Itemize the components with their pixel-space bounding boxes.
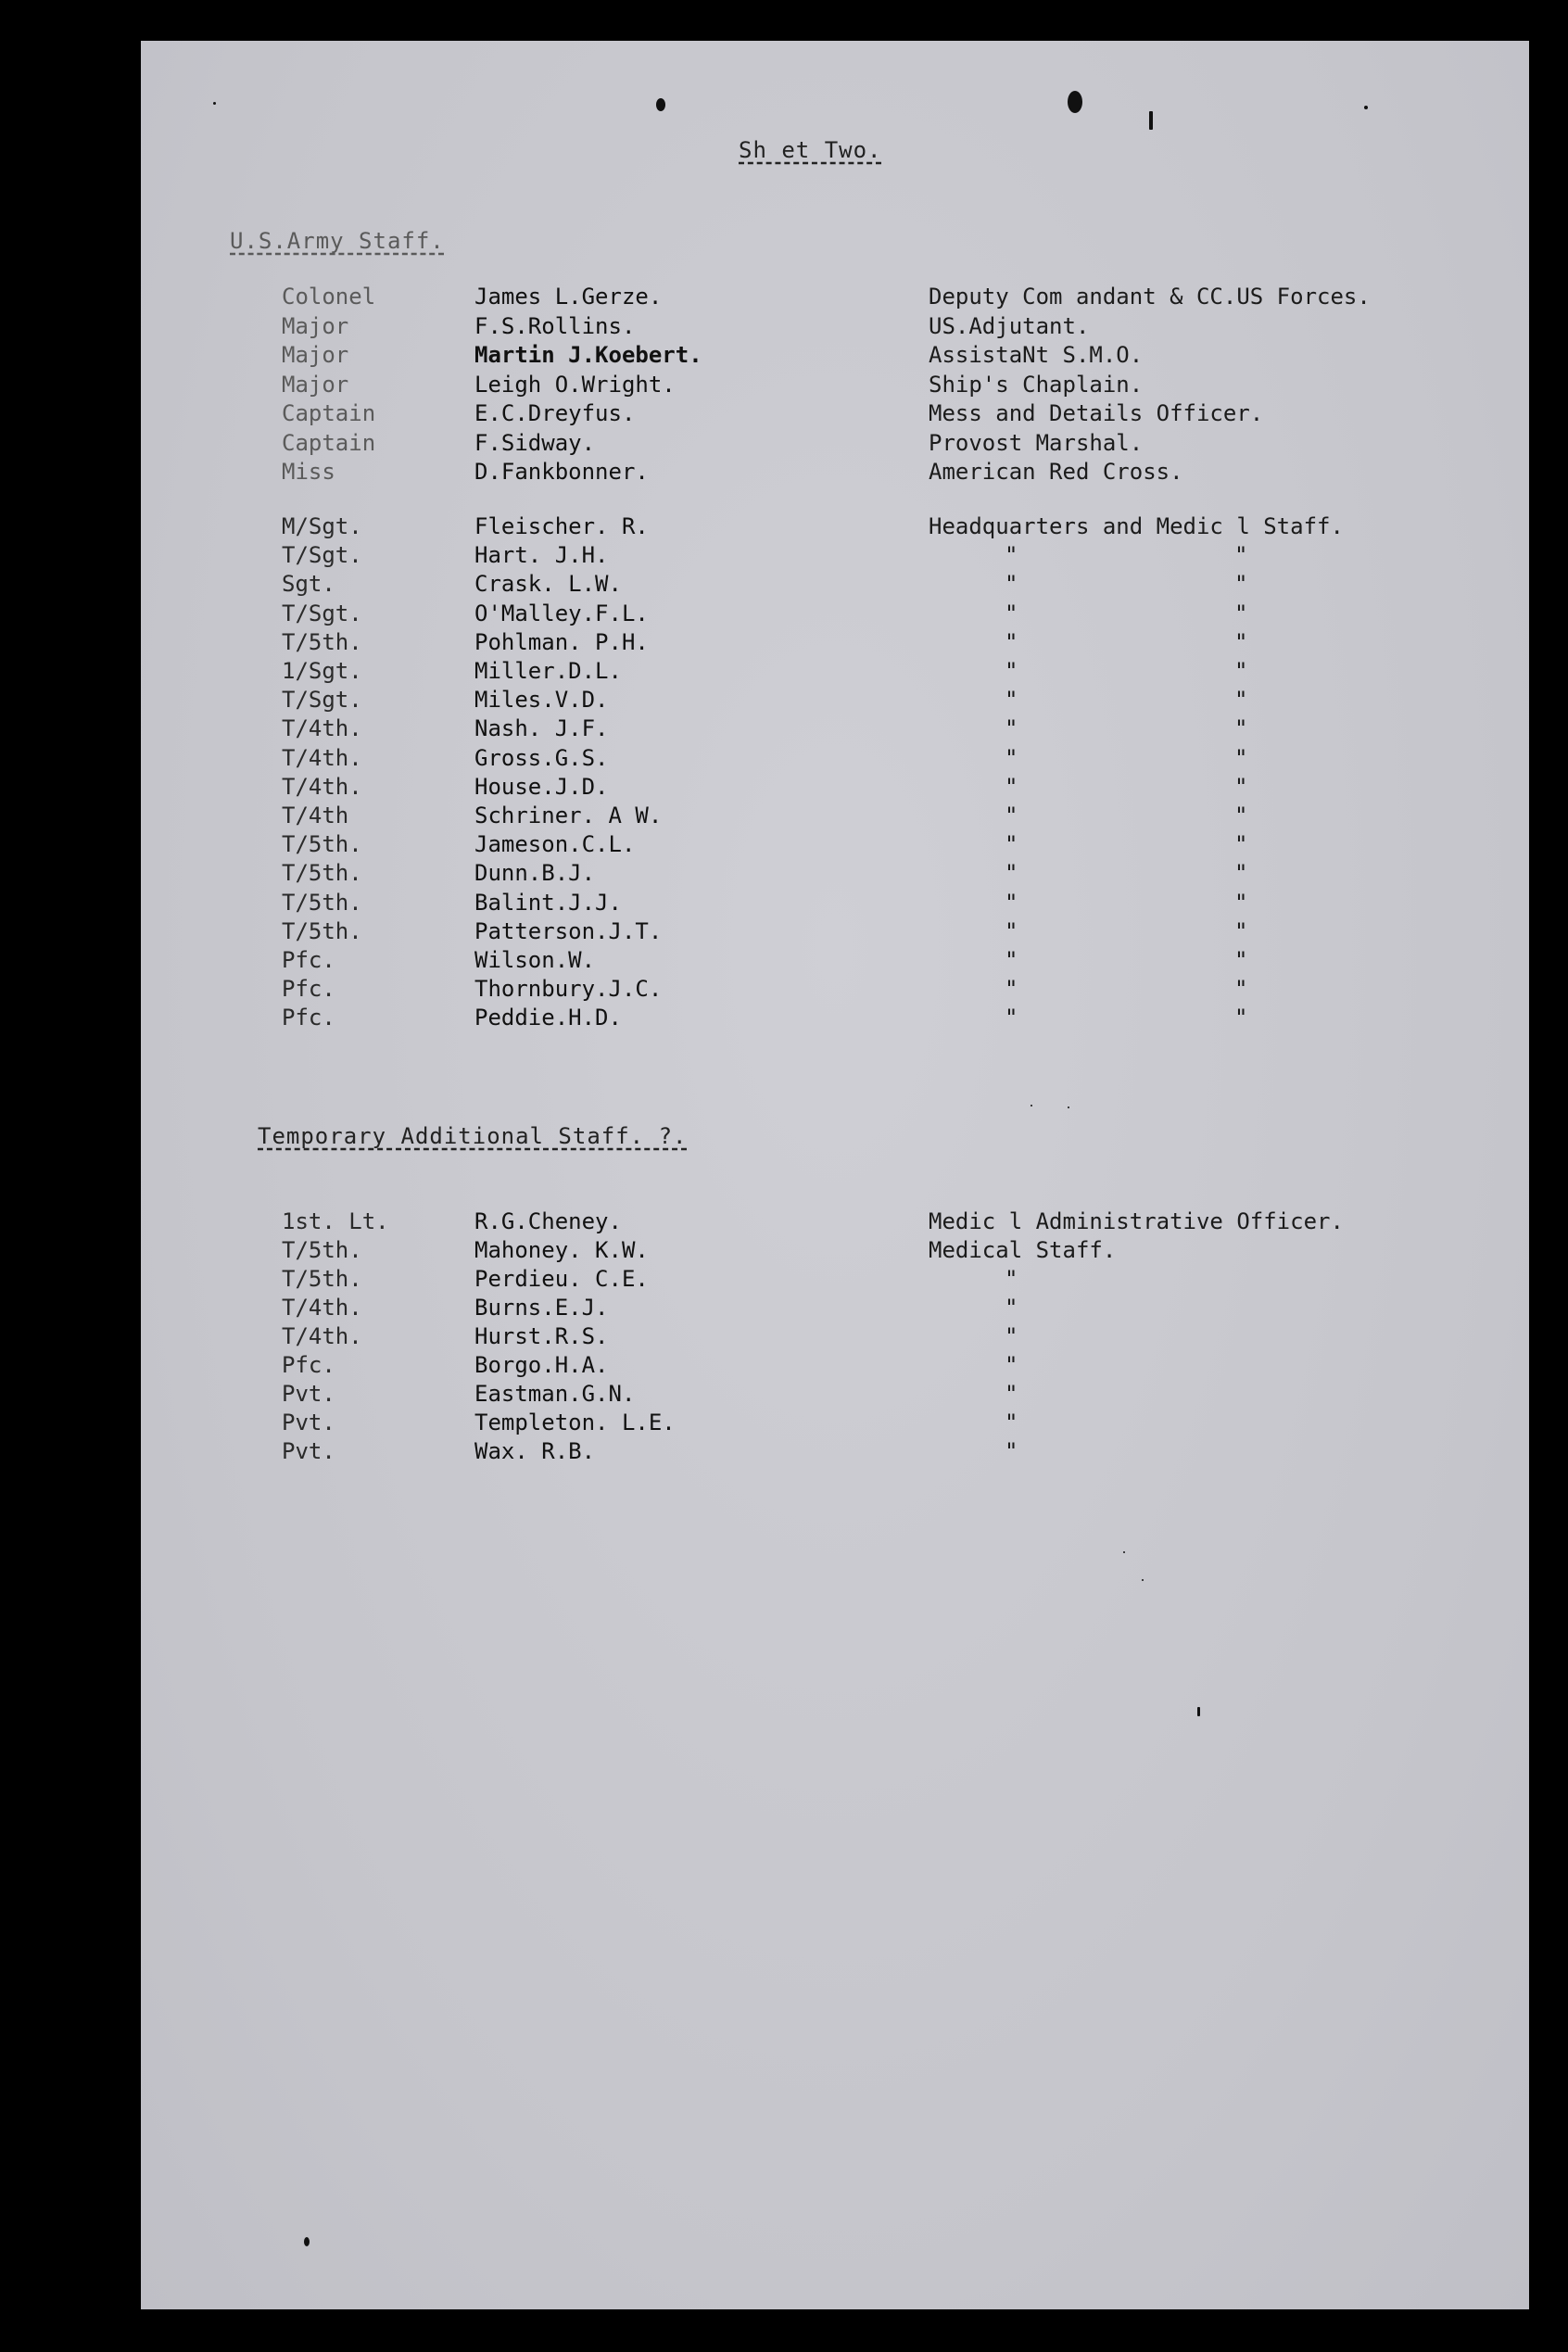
list-item: [141, 459, 1529, 487]
list-item: [141, 947, 1529, 976]
list-item: [141, 1352, 1529, 1381]
ditto-mark: ": [1234, 889, 1248, 916]
name: O'Malley.F.L.: [474, 600, 649, 626]
ditto-mark: ": [1234, 917, 1248, 944]
ditto-mark: ": [1005, 658, 1018, 684]
ditto-mark: ": [1005, 628, 1018, 655]
ditto-mark: ": [1005, 976, 1018, 1003]
name: Thornbury.J.C.: [474, 976, 663, 1003]
name: James L.Gerze.: [474, 284, 663, 310]
name: Miller.D.L.: [474, 658, 622, 684]
name: D.Fankbonner.: [474, 459, 649, 485]
list-item: [141, 687, 1529, 715]
ditto-mark: ": [1005, 715, 1018, 742]
name: Schriner. A W.: [474, 803, 663, 828]
sheet-title: Sh et Two.: [739, 137, 882, 163]
name: Hart. J.H.: [474, 542, 609, 569]
rank: T/Sgt.: [282, 687, 362, 714]
list-item: [141, 890, 1529, 918]
list-item: [141, 284, 1529, 312]
rank: Colonel: [282, 284, 376, 310]
list-item: [141, 513, 1529, 542]
ditto-mark: ": [1234, 542, 1248, 569]
ditto-mark: ": [1005, 803, 1018, 828]
rank: Pvt.: [282, 1438, 335, 1464]
list-item: [141, 715, 1529, 744]
name: Nash. J.F.: [474, 715, 609, 742]
role: Medic l Administrative Officer.: [929, 1208, 1344, 1234]
rank: Miss: [282, 459, 335, 485]
name: F.S.Rollins.: [474, 312, 636, 339]
name: Pohlman. P.H.: [474, 628, 649, 655]
name: Borgo.H.A.: [474, 1352, 609, 1378]
list-item: [141, 918, 1529, 947]
scan-speck: [213, 102, 216, 105]
list-item: [141, 1005, 1529, 1033]
ditto-mark: ": [1234, 600, 1248, 626]
scan-speck: [1142, 1579, 1144, 1581]
name: Gross.G.S.: [474, 744, 609, 771]
role: ": [1005, 1381, 1018, 1407]
rank: T/4th.: [282, 1323, 362, 1349]
list-item: [141, 774, 1529, 803]
name: Peddie.H.D.: [474, 1005, 622, 1031]
ditto-mark: ": [1005, 744, 1018, 771]
role: Ship's Chaplain.: [929, 371, 1144, 398]
list-item: [141, 313, 1529, 342]
name: Burns.E.J.: [474, 1295, 609, 1321]
name: House.J.D.: [474, 773, 609, 800]
list-item: [141, 745, 1529, 774]
rank: T/5th.: [282, 1266, 362, 1292]
ditto-mark: ": [1234, 571, 1248, 598]
role: US.Adjutant.: [929, 312, 1090, 339]
role: Mess and Details Officer.: [929, 400, 1264, 426]
ditto-mark: ": [1234, 628, 1248, 655]
rank: M/Sgt.: [282, 513, 362, 539]
ditto-mark: ": [1234, 947, 1248, 973]
name: R.G.Cheney.: [474, 1208, 622, 1234]
ditto-mark: ": [1005, 889, 1018, 916]
ditto-mark: ": [1234, 658, 1248, 684]
list-item: [141, 1266, 1529, 1295]
rank: Captain: [282, 429, 376, 456]
rank: Pfc.: [282, 947, 335, 973]
rank: T/5th.: [282, 889, 362, 916]
rank: 1st. Lt.: [282, 1208, 389, 1234]
rank: T/4th.: [282, 773, 362, 800]
name: Martin J.Koebert.: [474, 342, 702, 368]
ditto-mark: ": [1005, 1005, 1018, 1031]
rank: Pvt.: [282, 1381, 335, 1407]
ditto-mark: ": [1005, 773, 1018, 800]
rank: T/5th.: [282, 628, 362, 655]
role: ": [1005, 1438, 1018, 1464]
list-item: [141, 1438, 1529, 1467]
rank: T/4th: [282, 803, 349, 828]
name: F.Sidway.: [474, 429, 596, 456]
ditto-mark: ": [1234, 860, 1248, 887]
rank: Captain: [282, 400, 376, 426]
role: ": [1005, 1352, 1018, 1378]
ditto-mark: ": [1234, 773, 1248, 800]
list-item: [141, 831, 1529, 860]
rank: T/5th.: [282, 831, 362, 858]
list-item: [141, 1237, 1529, 1266]
list-item: [141, 976, 1529, 1005]
role: Provost Marshal.: [929, 429, 1144, 456]
role: ": [1005, 1266, 1018, 1292]
list-item: [141, 629, 1529, 658]
ditto-mark: ": [1005, 542, 1018, 569]
list-item: [141, 1381, 1529, 1410]
name: Perdieu. C.E.: [474, 1266, 649, 1292]
scan-speck: [1031, 1105, 1032, 1106]
list-item: [141, 542, 1529, 571]
ditto-mark: ": [1005, 600, 1018, 626]
rank: Major: [282, 342, 349, 368]
scan-speck: [1197, 1707, 1200, 1716]
name: Wilson.W.: [474, 947, 596, 973]
ditto-mark: ": [1234, 831, 1248, 858]
rank: Sgt.: [282, 571, 335, 598]
ditto-mark: ": [1005, 831, 1018, 858]
role: ": [1005, 1295, 1018, 1321]
ditto-mark: ": [1234, 715, 1248, 742]
name: Fleischer. R.: [474, 513, 649, 539]
name: Crask. L.W.: [474, 571, 622, 598]
scan-speck: [1068, 1106, 1069, 1108]
rank: T/Sgt.: [282, 542, 362, 569]
list-item: [141, 803, 1529, 831]
role: Deputy Com andant & CC.US Forces.: [929, 284, 1371, 310]
rank: 1/Sgt.: [282, 658, 362, 684]
ditto-mark: ": [1234, 687, 1248, 714]
name: Hurst.R.S.: [474, 1323, 609, 1349]
army-staff-heading: U.S.Army Staff.: [230, 228, 445, 254]
list-item: [141, 601, 1529, 629]
role: Headquarters and Medic l Staff.: [929, 513, 1344, 539]
rank: T/5th.: [282, 917, 362, 944]
role: American Red Cross.: [929, 459, 1183, 485]
name: Balint.J.J.: [474, 889, 622, 916]
role: ": [1005, 1323, 1018, 1349]
list-item: [141, 342, 1529, 371]
scan-speck: [1123, 1551, 1125, 1553]
name: Jameson.C.L.: [474, 831, 636, 858]
list-item: [141, 571, 1529, 600]
role: AssistaNt S.M.O.: [929, 342, 1144, 368]
scan-speck: [1068, 91, 1082, 113]
document-page: [141, 41, 1529, 2309]
list-item: [141, 1208, 1529, 1237]
list-item: [141, 658, 1529, 687]
ditto-mark: ": [1005, 860, 1018, 887]
rank: T/5th.: [282, 860, 362, 887]
rank: Pfc.: [282, 1005, 335, 1031]
ditto-mark: ": [1005, 687, 1018, 714]
rank: Major: [282, 312, 349, 339]
rank: Pfc.: [282, 976, 335, 1003]
list-item: [141, 860, 1529, 889]
ditto-mark: ": [1234, 744, 1248, 771]
name: Eastman.G.N.: [474, 1381, 636, 1407]
scan-speck: [304, 2237, 310, 2246]
name: Leigh O.Wright.: [474, 371, 676, 398]
rank: Pfc.: [282, 1352, 335, 1378]
list-item: [141, 1323, 1529, 1352]
role: Medical Staff.: [929, 1237, 1117, 1263]
ditto-mark: ": [1005, 917, 1018, 944]
name: Wax. R.B.: [474, 1438, 596, 1464]
list-item: [141, 400, 1529, 429]
list-item: [141, 1295, 1529, 1323]
ditto-mark: ": [1234, 976, 1248, 1003]
role: ": [1005, 1410, 1018, 1435]
list-item: [141, 372, 1529, 400]
name: Templeton. L.E.: [474, 1410, 676, 1435]
list-item: [141, 1410, 1529, 1438]
ditto-mark: ": [1005, 571, 1018, 598]
scan-speck: [656, 98, 665, 111]
rank: Major: [282, 371, 349, 398]
name: Dunn.B.J.: [474, 860, 596, 887]
rank: T/5th.: [282, 1237, 362, 1263]
ditto-mark: ": [1005, 947, 1018, 973]
scan-speck: [1149, 111, 1153, 130]
ditto-mark: ": [1234, 1005, 1248, 1031]
rank: T/Sgt.: [282, 600, 362, 626]
rank: Pvt.: [282, 1410, 335, 1435]
rank: T/4th.: [282, 744, 362, 771]
list-item: [141, 430, 1529, 459]
scan-speck: [1364, 106, 1368, 109]
name: Miles.V.D.: [474, 687, 609, 714]
name: Patterson.J.T.: [474, 917, 663, 944]
ditto-mark: ": [1234, 803, 1248, 828]
temporary-staff-heading: Temporary Additional Staff. ?.: [258, 1123, 688, 1149]
rank: T/4th.: [282, 1295, 362, 1321]
name: E.C.Dreyfus.: [474, 400, 636, 426]
name: Mahoney. K.W.: [474, 1237, 649, 1263]
rank: T/4th.: [282, 715, 362, 742]
